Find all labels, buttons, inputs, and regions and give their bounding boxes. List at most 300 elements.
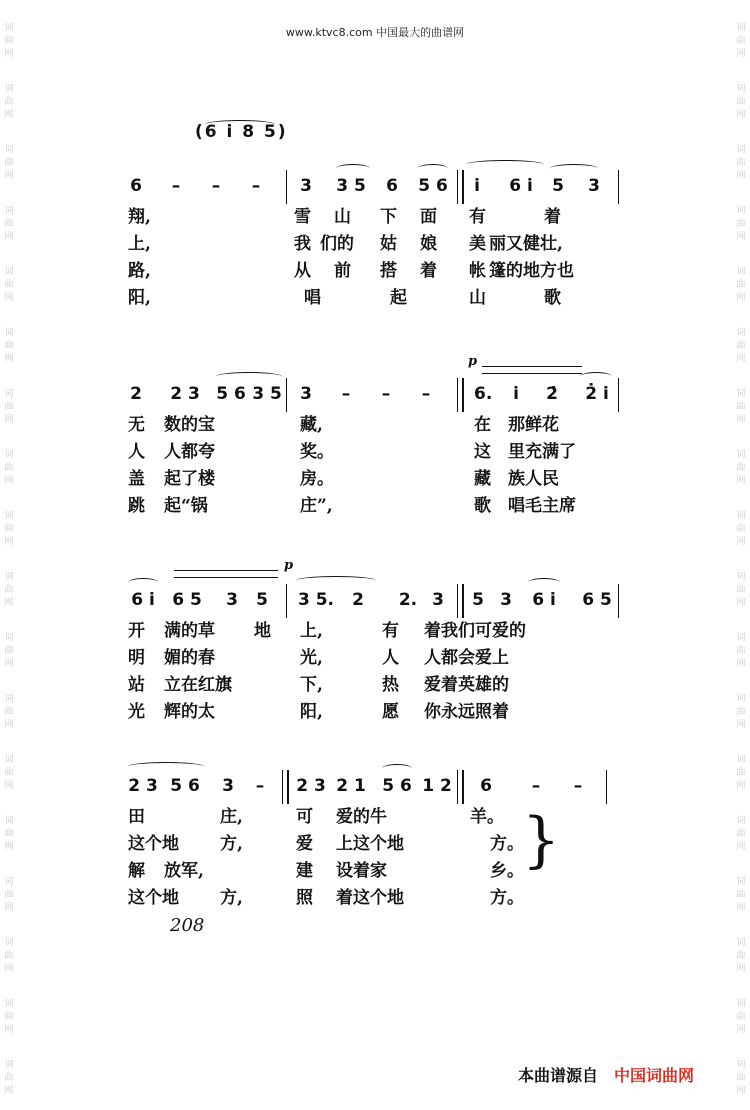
watermark-char: 网 xyxy=(4,598,14,608)
watermark-char: 曲 xyxy=(736,768,746,778)
lyric-line-2 xyxy=(124,643,624,670)
bar-line xyxy=(606,770,607,804)
note: 6 xyxy=(480,776,492,796)
notation-line xyxy=(124,378,624,410)
watermark-char: 网 xyxy=(736,903,746,913)
slur xyxy=(466,160,544,169)
watermark-char: 网 xyxy=(4,293,14,303)
lyric: 方, xyxy=(220,888,243,908)
lyric: 媚的春 xyxy=(164,648,215,668)
lyric-line-2 xyxy=(124,437,624,464)
watermark-char: 曲 xyxy=(736,646,746,656)
lyric-line-4 xyxy=(124,283,624,310)
watermark-char: 曲 xyxy=(4,768,14,778)
bar-line xyxy=(618,170,619,204)
intro-slur xyxy=(205,120,275,129)
slur xyxy=(296,576,376,585)
watermark-char: 网 xyxy=(4,781,14,791)
lyric: 我 xyxy=(294,234,311,254)
watermark-char: 网 xyxy=(736,537,746,547)
lyric-line-4 xyxy=(124,697,624,724)
note: – xyxy=(211,176,221,196)
lyric: 着我们可爱的 xyxy=(424,621,526,641)
lyric-line-3 xyxy=(124,464,624,491)
watermark-group xyxy=(736,693,745,732)
watermark-char: 词 xyxy=(4,633,14,643)
lyric-line-1 xyxy=(124,616,624,643)
lyric-line-3 xyxy=(124,670,624,697)
watermark-group xyxy=(736,937,745,976)
note: – xyxy=(171,176,181,196)
bar-line xyxy=(286,170,287,204)
lyric: 搭 xyxy=(380,261,397,281)
lyric: 在 xyxy=(474,415,491,435)
notation-line xyxy=(124,770,624,802)
note: 3 xyxy=(432,590,444,610)
lyric: 面 xyxy=(420,207,437,227)
note: – xyxy=(421,384,431,404)
lyric: 房。 xyxy=(300,469,334,489)
watermark-char: 网 xyxy=(736,720,746,730)
watermark-char: 网 xyxy=(4,659,14,669)
note: i̇ xyxy=(513,384,519,404)
note: – xyxy=(255,776,265,796)
lyric: 地 xyxy=(254,621,271,641)
score-system-3 xyxy=(124,558,624,724)
lyric: 爱着英雄的 xyxy=(424,675,509,695)
watermark-char: 网 xyxy=(736,171,746,181)
watermark-char: 词 xyxy=(736,206,746,216)
lyric-line-4 xyxy=(124,491,624,518)
watermark-char: 曲 xyxy=(4,97,14,107)
bar-line xyxy=(286,584,287,618)
slur xyxy=(528,578,560,587)
watermark-char: 曲 xyxy=(4,585,14,595)
watermark-char: 网 xyxy=(736,964,746,974)
lyric: 们的 xyxy=(320,234,354,254)
lyric: 着 xyxy=(544,207,561,227)
watermark-char: 曲 xyxy=(4,341,14,351)
lyric: 庄”, xyxy=(300,496,333,516)
lyric: 丽又健壮, xyxy=(489,234,563,254)
note: 2̇ xyxy=(546,384,558,404)
bar-line xyxy=(457,170,464,204)
slur xyxy=(382,764,412,773)
slur xyxy=(580,372,612,381)
watermark-group xyxy=(736,998,745,1037)
lyric: 建 xyxy=(296,861,313,881)
slur xyxy=(336,164,370,173)
lyric: 田 xyxy=(128,807,145,827)
watermark-char: 曲 xyxy=(736,524,746,534)
lyric: 人 xyxy=(128,442,145,462)
watermark-group xyxy=(736,754,745,793)
note: – xyxy=(251,176,261,196)
note: 2̇ i̇ xyxy=(585,384,609,404)
hairpin xyxy=(174,570,278,578)
lyric: 上, xyxy=(300,621,323,641)
note: 3 xyxy=(222,776,234,796)
watermark-char: 词 xyxy=(4,511,14,521)
watermark-group xyxy=(736,205,745,244)
watermark-char: 网 xyxy=(736,476,746,486)
watermark-group xyxy=(736,327,745,366)
dynamic-mark: p xyxy=(468,354,478,369)
lyric: 羊。 xyxy=(470,807,504,827)
watermark-group xyxy=(4,266,13,305)
watermark-char: 词 xyxy=(736,450,746,460)
lyric: 光, xyxy=(300,648,323,668)
watermark-char: 词 xyxy=(4,816,14,826)
note: 2 xyxy=(130,384,142,404)
lyric: 娘 xyxy=(420,234,437,254)
lyric: 方, xyxy=(220,834,243,854)
note: 3 xyxy=(500,590,512,610)
slur xyxy=(128,578,158,587)
site-header: www.ktvc8.com 中国最大的曲谱网 xyxy=(285,26,465,39)
watermark-group xyxy=(736,510,745,549)
watermark-group xyxy=(736,632,745,671)
lyric: 跳 xyxy=(128,496,145,516)
watermark-char: 词 xyxy=(736,389,746,399)
lyric: 美 xyxy=(469,234,486,254)
lyric: 下, xyxy=(300,675,323,695)
watermark-char: 网 xyxy=(4,1025,14,1035)
bar-line xyxy=(457,770,464,804)
watermark-char: 曲 xyxy=(736,341,746,351)
watermark-char: 曲 xyxy=(736,36,746,46)
watermark-group xyxy=(4,144,13,183)
lyric: 盖 xyxy=(128,469,145,489)
lyric-line-1 xyxy=(124,202,624,229)
watermark-char: 词 xyxy=(4,206,14,216)
lyric: 着 xyxy=(420,261,437,281)
watermark-char: 词 xyxy=(4,23,14,33)
slur xyxy=(550,164,598,173)
lyric: 起 xyxy=(390,288,407,308)
left-watermark-strip xyxy=(1,0,17,1110)
lyric: 方。 xyxy=(490,834,524,854)
watermark-char: 网 xyxy=(4,110,14,120)
lyric-line-1 xyxy=(124,410,624,437)
watermark-group xyxy=(736,876,745,915)
hairpin xyxy=(482,366,582,374)
note: 6 xyxy=(386,176,398,196)
lyric: 照 xyxy=(296,888,313,908)
watermark-char: 曲 xyxy=(736,890,746,900)
watermark-char: 词 xyxy=(4,389,14,399)
watermark-char: 网 xyxy=(736,598,746,608)
lyric: 着这个地 xyxy=(336,888,404,908)
slur xyxy=(216,372,282,381)
watermark-char: 曲 xyxy=(736,158,746,168)
note: 2 1 xyxy=(336,776,366,796)
lyric: 奖。 xyxy=(300,442,334,462)
watermark-group xyxy=(736,449,745,488)
watermark-char: 词 xyxy=(736,84,746,94)
note: 3 xyxy=(300,384,312,404)
watermark-char: 曲 xyxy=(736,951,746,961)
watermark-char: 词 xyxy=(4,572,14,582)
watermark-char: 词 xyxy=(4,755,14,765)
watermark-group xyxy=(4,205,13,244)
intro-phrase: (6 i̇ 8 5) xyxy=(195,122,288,142)
lyric: 阳, xyxy=(128,288,151,308)
lyric: 那鲜花 xyxy=(508,415,559,435)
watermark-char: 曲 xyxy=(736,585,746,595)
lyric: 里充满了 xyxy=(508,442,576,462)
score-system-4 xyxy=(124,770,624,910)
lyric: 人都会爱上 xyxy=(424,648,509,668)
score-system-2 xyxy=(124,354,624,518)
watermark-group xyxy=(4,510,13,549)
watermark-char: 曲 xyxy=(4,36,14,46)
note: 6 5 xyxy=(172,590,202,610)
watermark-char: 词 xyxy=(4,999,14,1009)
watermark-char: 曲 xyxy=(4,158,14,168)
lyric: 起“锅 xyxy=(164,496,208,516)
watermark-char: 网 xyxy=(4,720,14,730)
watermark-group xyxy=(736,388,745,427)
lyric: 阳, xyxy=(300,702,323,722)
watermark-char: 网 xyxy=(4,903,14,913)
lyric: 庄, xyxy=(220,807,243,827)
watermark-group xyxy=(4,876,13,915)
lyric: 这个地 xyxy=(128,888,179,908)
lyric: 上这个地 xyxy=(336,834,404,854)
watermark-char: 网 xyxy=(736,354,746,364)
note: 2 3 xyxy=(170,384,200,404)
lyric: 无 xyxy=(128,415,145,435)
watermark-char: 词 xyxy=(4,1060,14,1070)
watermark-char: 词 xyxy=(736,145,746,155)
note: 2 3 xyxy=(296,776,326,796)
watermark-char: 曲 xyxy=(4,524,14,534)
source-credit xyxy=(518,1063,694,1086)
watermark-char: 词 xyxy=(736,816,746,826)
watermark-char: 曲 xyxy=(736,402,746,412)
watermark-group xyxy=(4,937,13,976)
notation-line xyxy=(124,170,624,202)
watermark-char: 词 xyxy=(4,84,14,94)
lyric: 解 xyxy=(128,861,145,881)
watermark-group xyxy=(4,571,13,610)
watermark-group xyxy=(4,327,13,366)
watermark-char: 词 xyxy=(4,450,14,460)
note: – xyxy=(341,384,351,404)
watermark-char: 曲 xyxy=(736,97,746,107)
watermark-group xyxy=(4,754,13,793)
watermark-char: 曲 xyxy=(736,219,746,229)
note: – xyxy=(381,384,391,404)
note: 3 5 xyxy=(336,176,366,196)
lyric: 从 xyxy=(294,261,311,281)
lyric: 设着家 xyxy=(336,861,387,881)
lyric: 明 xyxy=(128,648,145,668)
lyric: 雪 xyxy=(294,207,311,227)
lyric: 姑 xyxy=(380,234,397,254)
lyric: 藏, xyxy=(300,415,323,435)
note: 2 3 xyxy=(128,776,158,796)
source-label: 本曲谱源自 xyxy=(518,1066,599,1085)
lyric: 族人民 xyxy=(508,469,559,489)
watermark-char: 网 xyxy=(736,781,746,791)
watermark-group xyxy=(736,266,745,305)
page-number: 208 xyxy=(170,915,205,936)
bar-line xyxy=(286,378,287,412)
watermark-char: 网 xyxy=(736,659,746,669)
lyric: 愿 xyxy=(382,702,399,722)
dynamic-mark: p xyxy=(284,558,294,573)
watermark-char: 网 xyxy=(4,171,14,181)
watermark-char: 词 xyxy=(4,877,14,887)
lyric: 起了楼 xyxy=(164,469,215,489)
watermark-group xyxy=(4,22,13,61)
lyric: 下 xyxy=(380,207,397,227)
bar-line xyxy=(457,584,464,618)
lyric: 爱 xyxy=(296,834,313,854)
watermark-char: 网 xyxy=(4,49,14,59)
watermark-char: 网 xyxy=(736,232,746,242)
lyric: 站 xyxy=(128,675,145,695)
note: 5 xyxy=(552,176,564,196)
note: 6. xyxy=(474,384,493,404)
watermark-group xyxy=(4,388,13,427)
watermark-char: 词 xyxy=(736,938,746,948)
watermark-group xyxy=(4,632,13,671)
lyric: 开 xyxy=(128,621,145,641)
note: 3 xyxy=(588,176,600,196)
watermark-char: 曲 xyxy=(4,219,14,229)
watermark-char: 曲 xyxy=(736,463,746,473)
bar-line xyxy=(618,584,619,618)
note: 6 i̇ xyxy=(509,176,533,196)
watermark-char: 词 xyxy=(4,328,14,338)
watermark-char: 网 xyxy=(736,293,746,303)
lyric: 放军, xyxy=(164,861,204,881)
lyric: 爱的牛 xyxy=(336,807,387,827)
note: 6 i̇ xyxy=(131,590,155,610)
lyric: 你永远照着 xyxy=(424,702,509,722)
watermark-group xyxy=(4,998,13,1037)
watermark-char: 曲 xyxy=(4,463,14,473)
watermark-char: 曲 xyxy=(736,829,746,839)
watermark-char: 网 xyxy=(4,964,14,974)
lyric: 辉的太 xyxy=(164,702,215,722)
note: 5 6 xyxy=(418,176,448,196)
watermark-char: 词 xyxy=(736,633,746,643)
lyric: 前 xyxy=(334,261,351,281)
note: 2. xyxy=(398,590,418,610)
lyric: 山 xyxy=(334,207,351,227)
lyric-line-4 xyxy=(124,883,624,910)
note: 5 6 xyxy=(170,776,200,796)
score-system-1 xyxy=(124,170,624,310)
note: – xyxy=(531,776,541,796)
watermark-char: 词 xyxy=(4,694,14,704)
watermark-char: 词 xyxy=(736,328,746,338)
note: 6 i̇ xyxy=(532,590,556,610)
watermark-char: 曲 xyxy=(4,829,14,839)
watermark-group xyxy=(736,83,745,122)
watermark-char: 曲 xyxy=(4,1012,14,1022)
lyric: 上, xyxy=(128,234,151,254)
note: i̇ xyxy=(474,176,480,196)
watermark-char: 网 xyxy=(736,1025,746,1035)
watermark-char: 曲 xyxy=(4,1073,14,1083)
watermark-char: 词 xyxy=(736,877,746,887)
watermark-char: 网 xyxy=(4,1086,14,1096)
bar-line xyxy=(282,770,289,804)
note: 6 5 xyxy=(582,590,612,610)
watermark-char: 网 xyxy=(736,415,746,425)
source-site-link[interactable]: 中国词曲网 xyxy=(614,1066,695,1085)
right-watermark-strip xyxy=(733,0,749,1110)
watermark-group xyxy=(4,83,13,122)
watermark-char: 词 xyxy=(4,145,14,155)
lyric: 方。 xyxy=(490,888,524,908)
watermark-char: 网 xyxy=(4,415,14,425)
lyric: 翔, xyxy=(128,207,151,227)
lyric: 藏 xyxy=(474,469,491,489)
watermark-char: 曲 xyxy=(736,1012,746,1022)
watermark-char: 曲 xyxy=(4,890,14,900)
watermark-char: 网 xyxy=(4,232,14,242)
watermark-char: 网 xyxy=(736,842,746,852)
watermark-char: 词 xyxy=(4,267,14,277)
note: – xyxy=(573,776,583,796)
watermark-group xyxy=(736,815,745,854)
watermark-group xyxy=(4,1059,13,1098)
watermark-char: 词 xyxy=(736,511,746,521)
watermark-char: 词 xyxy=(736,999,746,1009)
watermark-char: 网 xyxy=(4,842,14,852)
note: 3 xyxy=(300,176,312,196)
watermark-char: 曲 xyxy=(4,280,14,290)
watermark-char: 词 xyxy=(736,572,746,582)
watermark-group xyxy=(4,693,13,732)
note: 3 xyxy=(226,590,238,610)
watermark-char: 词 xyxy=(736,23,746,33)
lyric: 这个地 xyxy=(128,834,179,854)
lyric: 篷的地方也 xyxy=(489,261,574,281)
watermark-char: 网 xyxy=(4,476,14,486)
slur xyxy=(128,762,204,771)
lyric: 可 xyxy=(296,807,313,827)
watermark-group xyxy=(736,1059,745,1098)
lyric: 满的草 xyxy=(164,621,215,641)
watermark-char: 网 xyxy=(4,537,14,547)
watermark-char: 词 xyxy=(736,267,746,277)
bar-line xyxy=(457,378,464,412)
watermark-char: 网 xyxy=(736,49,746,59)
lyric: 有 xyxy=(382,621,399,641)
watermark-group xyxy=(4,449,13,488)
watermark-char: 词 xyxy=(736,1060,746,1070)
note: 5 xyxy=(256,590,268,610)
lyric: 人 xyxy=(382,648,399,668)
lyric: 歌 xyxy=(474,496,491,516)
watermark-char: 词 xyxy=(4,938,14,948)
verse-brace: } xyxy=(522,805,561,875)
watermark-group xyxy=(736,144,745,183)
watermark-char: 曲 xyxy=(4,402,14,412)
watermark-group xyxy=(736,571,745,610)
watermark-char: 网 xyxy=(736,1086,746,1096)
lyric: 这 xyxy=(474,442,491,462)
watermark-group xyxy=(736,22,745,61)
lyric: 光 xyxy=(128,702,145,722)
